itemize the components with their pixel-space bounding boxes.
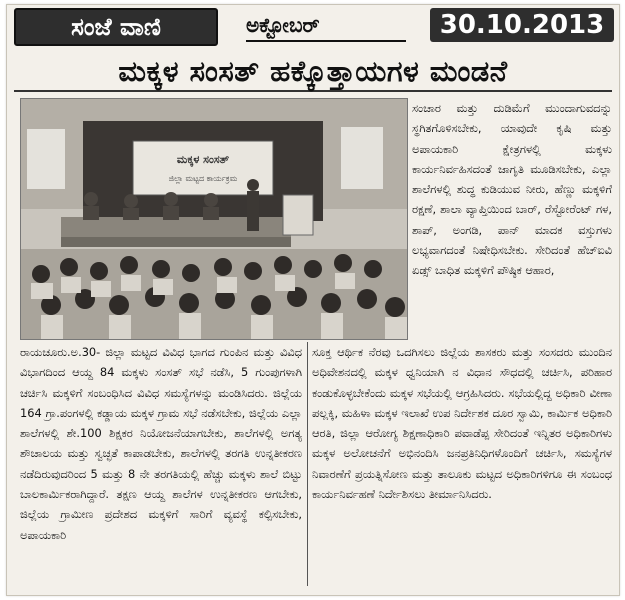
masthead-date: 30.10.2013 <box>430 8 614 42</box>
paper-name-logo <box>14 8 218 46</box>
article-column-right-top: ಸಂಚಾರ ಮತ್ತು ದುಡಿಮೆಗೆ ಮುಂದಾಗುವದನ್ನು ಸ್ಥಗಿತಗೊಳಿಸಬೇಕು, ಯಾವುದೇ ಕೃಷಿ ಮತ್ತು ಅಪಾಯಕಾರಿ ಕ್ಷೇತ್ರಗಳಲ್ಲಿ ಮಕ್ಕಳು ಕಾರ್ಯನಿರ್ವಹಿಸದಂತೆ ಜಾಗೃತಿ ಮೂಡಿಸಬೇಕು, ಎಲ್ಲಾ ಶಾಲೆಗಳಲ್ಲಿ ಶುದ್ಧ ಕುಡಿಯುವ ನೀರು, ಹೆಣ್ಣು ಮಕ್ಕಳಿಗೆ ರಕ್ಷಣೆ, ಶಾಲಾ ವ್ಯಾಪ್ತಿಯಿಂದ ಬಾರ್, ರೆಸ್ಟೋರೆಂಟ್ ಗಳ, ಶಾಪ್, ಅಂಗಡಿ, ಪಾನ್ ಮಾದಕ ವಸ್ತುಗಳು ಲಭ್ಯವಾಗದಂತೆ ನಿಷೇಧಿಸಬೇಕು. ಸೇರಿದಂತೆ ಹೆಚ್‌ಐವಿ ಏಡ್ಸ್ ಬಾಧಿತ ಮಕ್ಕಳಿಗೆ ಪೌಷ್ಠಿಕ ಆಹಾರ, <box>412 101 612 278</box>
event-photo <box>20 98 408 340</box>
banner-subtitle: ಜಿಲ್ಲಾ ಮಟ್ಟದ ಕಾರ್ಯಕ್ರಮ <box>168 174 238 183</box>
paper-name: ಸಂಜೆ ವಾಣಿ <box>71 13 161 41</box>
masthead-month: ಅಕ್ಟೋಬರ್ <box>246 10 406 42</box>
column-divider <box>307 342 308 586</box>
masthead <box>14 8 614 46</box>
article-column-left-bottom: ರಾಯಚೂರು.ಅ.30- ಜಿಲ್ಲಾ ಮಟ್ಟದ ವಿವಿಧ ಭಾಗದ ಗುಂಪಿನ ಮತ್ತು ವಿವಿಧ ವಿಭಾಗದಿಂದ ಆಯ್ದ 84 ಮಕ್ಕಳು ಸಂಸತ್ ಸಭೆ ನಡೆಸಿ, 5 ಗುಂಪುಗಳಾಗಿ ಚರ್ಚಿಸಿ ಮಕ್ಕಳಿಗೆ ಸಂಬಂಧಿಸಿದ ವಿವಿಧ ಸಮಸ್ಯೆಗಳನ್ನು ಮಂಡಿಸಿದರು. ಜಿಲ್ಲೆಯ 164 ಗ್ರಾ.ಪಂಗಳಲ್ಲಿ ಕಡ್ಡಾಯ ಮಕ್ಕಳ ಗ್ರಾಮ ಸಭೆ ನಡೆಸಬೇಕು, ಜಿಲ್ಲೆಯ ಎಲ್ಲಾ ಶಾಲೆಗಳಲ್ಲಿ ಶೇ.100 ಶಿಕ್ಷಕರ ನಿಯೋಜನೆಯಾಗಬೇಕು, ಶಾಲೆಗಳಲ್ಲಿ ಅಗತ್ಯ ಶೌಚಾಲಯ ಮತ್ತು ಸ್ವಚ್ಛತೆ ಕಾಪಾಡಬೇಕು, ಶಾಲೆಗಳಲ್ಲಿ ತರಗತಿ ಉನ್ನತೀಕರಣ ನಡೆದಿರುವುದರಿಂದ 5 ಮತ್ತು 8 ನೇ ತರಗತಿಯಲ್ಲಿ ಹೆಚ್ಚು ಮಕ್ಕಳು ಶಾಲೆ ಬಿಟ್ಟು ಬಾಲಕಾರ್ಮಿಕರಾಗಿದ್ದಾರೆ. ತಕ್ಷಣ ಆಯ್ದ ಶಾಲೆಗಳ ಉನ್ನತೀಕರಣ ಆಗಬೇಕು, ಜಿಲ್ಲೆಯ ಗ್ರಾಮೀಣ ಪ್ರದೇಶದ ಮಕ್ಕಳಿಗೆ ಸಾರಿಗೆ ವ್ಯವಸ್ಥೆ ಕಲ್ಪಿಸಬೇಕು, ಅಪಾಯಕಾರಿ <box>20 345 302 542</box>
headline: ಮಕ್ಕಳ ಸಂಸತ್ ಹಕ್ಕೊತ್ತಾಯಗಳ ಮಂಡನೆ <box>14 50 612 92</box>
banner-title: ಮಕ್ಕಳ ಸಂಸತ್ <box>176 153 230 166</box>
article-column-right-bottom: ಸೂಕ್ತ ಆರ್ಥಿಕ ನೆರವು ಒದಗಿಸಲು ಜಿಲ್ಲೆಯ ಶಾಸಕರು ಮತ್ತು ಸಂಸದರು ಮುಂದಿನ ಅಧಿವೇಶನದಲ್ಲಿ ಮಕ್ಕಳ ಧ್ವನಿಯಾಗಿ ನ ವಿಧಾನ ಸೌಧದಲ್ಲಿ ಚರ್ಚಿಸಿ, ಪರಿಹಾರ ಕಂಡುಕೊಳ್ಳಬೇಕೆಂದು ಮಕ್ಕಳ ಸಭೆಯಲ್ಲಿ ಆಗ್ರಹಿಸಿದರು. ಸಭೆಯಲ್ಲಿದ್ದ ಅಧಿಕಾರಿ ವೀಣಾ ಪಲ್ಲಕ್ಕಿ, ಮಹಿಳಾ ಮಕ್ಕಳ ಇಲಾಖೆ ಉಪ ನಿರ್ದೇಶಕ ದೂರ ಸ್ವಾಮಿ, ಕಾರ್ಮಿಕ ಅಧಿಕಾರಿ ಆರತಿ, ಜಿಲ್ಲಾ ಆರೋಗ್ಯ ಶಿಕ್ಷಣಾಧಿಕಾರಿ ಪವಾಡೆಪ್ಪ ಸೇರಿದಂತೆ ಇನ್ನಿತರ ಅಧಿಕಾರಿಗಳು ಮಕ್ಕಳ ಅಲೋಚನೆಗೆ ಅಭಿನಂದಿಸಿ ಜನಪ್ರತಿನಿಧಿಗಳೊಂದಿಗೆ ಚರ್ಚಿಸಿ, ಸಮಸ್ಯೆಗಳ ನಿವಾರಣೆಗೆ ಪ್ರಯತ್ನಿಸೋಣ ಮತ್ತು ತಾಲೂಕು ಮಟ್ಟದ ಅಧಿಕಾರಿಗಳಿಗೂ ಈ ಸಂಬಂಧ ಕಾರ್ಯನಿರ್ವಹಣೆ ನಿರ್ದೇಶಿಸಲು ತೀರ್ಮಾನಿಸಿದರು. <box>312 345 612 502</box>
